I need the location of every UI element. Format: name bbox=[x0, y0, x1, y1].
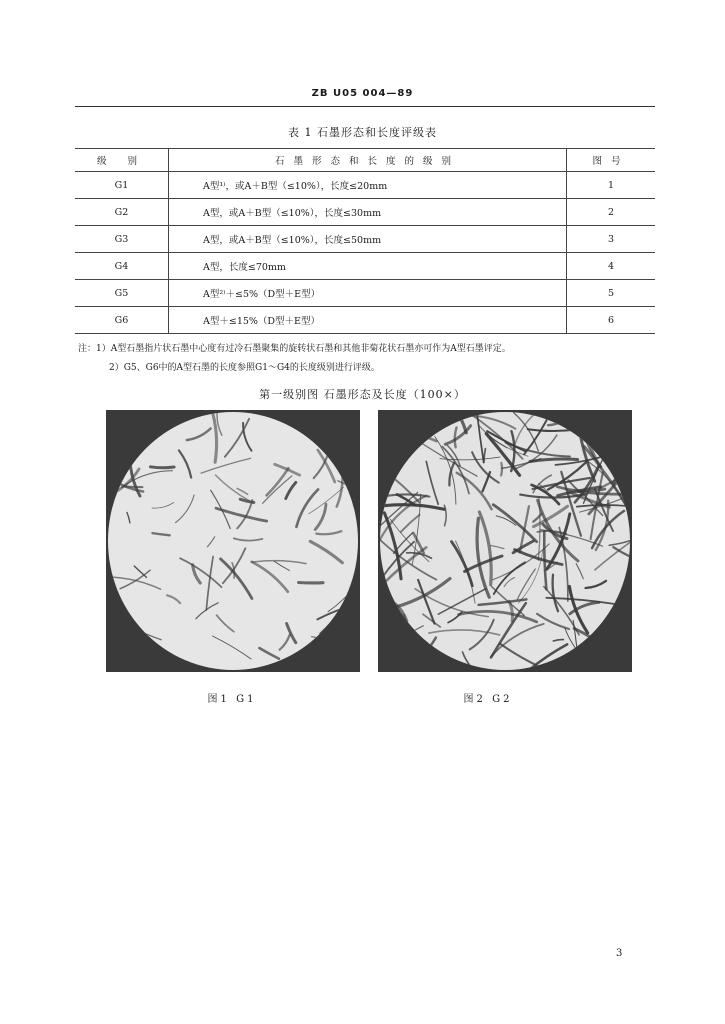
row-figure: 6 bbox=[567, 307, 656, 334]
micrograph-g1 bbox=[106, 410, 360, 672]
page-number: 3 bbox=[616, 948, 623, 959]
row-grade: G2 bbox=[75, 199, 169, 226]
row-grade: G5 bbox=[75, 280, 169, 307]
header-figure: 图号 bbox=[567, 149, 656, 172]
standard-number: ZB U05 004—89 bbox=[311, 88, 414, 99]
row-figure: 5 bbox=[567, 280, 656, 307]
table-notes bbox=[78, 340, 511, 378]
graphite-flake bbox=[151, 467, 175, 468]
table-row bbox=[75, 307, 655, 334]
micrograph-g1-image bbox=[106, 410, 360, 672]
figure-1-caption: 图1 G1 bbox=[207, 694, 257, 705]
row-figure: 2 bbox=[567, 199, 656, 226]
row-grade: G3 bbox=[75, 226, 169, 253]
row-grade: G4 bbox=[75, 253, 169, 280]
figures-title: 第一级别图 石墨形态及长度（100×） bbox=[259, 388, 466, 401]
row-description: A型¹⁾，或A＋B型（≤10%），长度≤20mm bbox=[169, 172, 567, 199]
header-description: 石墨形态和长度的级别 bbox=[169, 149, 567, 172]
micrograph-g2 bbox=[378, 410, 632, 672]
table-row bbox=[75, 172, 655, 199]
row-description: A型，或A＋B型（≤10%），长度≤30mm bbox=[169, 199, 567, 226]
row-figure: 1 bbox=[567, 172, 656, 199]
row-grade: G6 bbox=[75, 307, 169, 334]
table-row bbox=[75, 253, 655, 280]
grade-table bbox=[75, 148, 655, 334]
note-2: 2）G5、G6中的A型石墨的长度参照G1～G4的长度级别进行评级。 bbox=[109, 363, 380, 373]
row-description: A型，长度≤70mm bbox=[169, 253, 567, 280]
row-figure: 3 bbox=[567, 226, 656, 253]
header-rule bbox=[75, 106, 655, 107]
micrograph-g2-image bbox=[378, 410, 632, 672]
figure-2-caption: 图2 G2 bbox=[463, 694, 513, 705]
row-figure: 4 bbox=[567, 253, 656, 280]
row-grade: G1 bbox=[75, 172, 169, 199]
row-description: A型＋≤15%（D型＋E型） bbox=[169, 307, 567, 334]
row-description: A型²⁾＋≤5%（D型＋E型） bbox=[169, 280, 567, 307]
header-grade: 级 别 bbox=[75, 149, 169, 172]
graphite-flake bbox=[501, 463, 502, 476]
table-row bbox=[75, 226, 655, 253]
row-description: A型，或A＋B型（≤10%），长度≤50mm bbox=[169, 226, 567, 253]
table-row bbox=[75, 199, 655, 226]
note-1: 注：1）A型石墨指片状石墨中心度有过冷石墨聚集的旋转状石墨和其他非菊花状石墨亦可作为A型石墨评定。 bbox=[78, 344, 511, 354]
table-caption: 表 1 石墨形态和长度评级表 bbox=[288, 126, 437, 139]
table-row bbox=[75, 280, 655, 307]
table-header-row bbox=[75, 149, 655, 172]
